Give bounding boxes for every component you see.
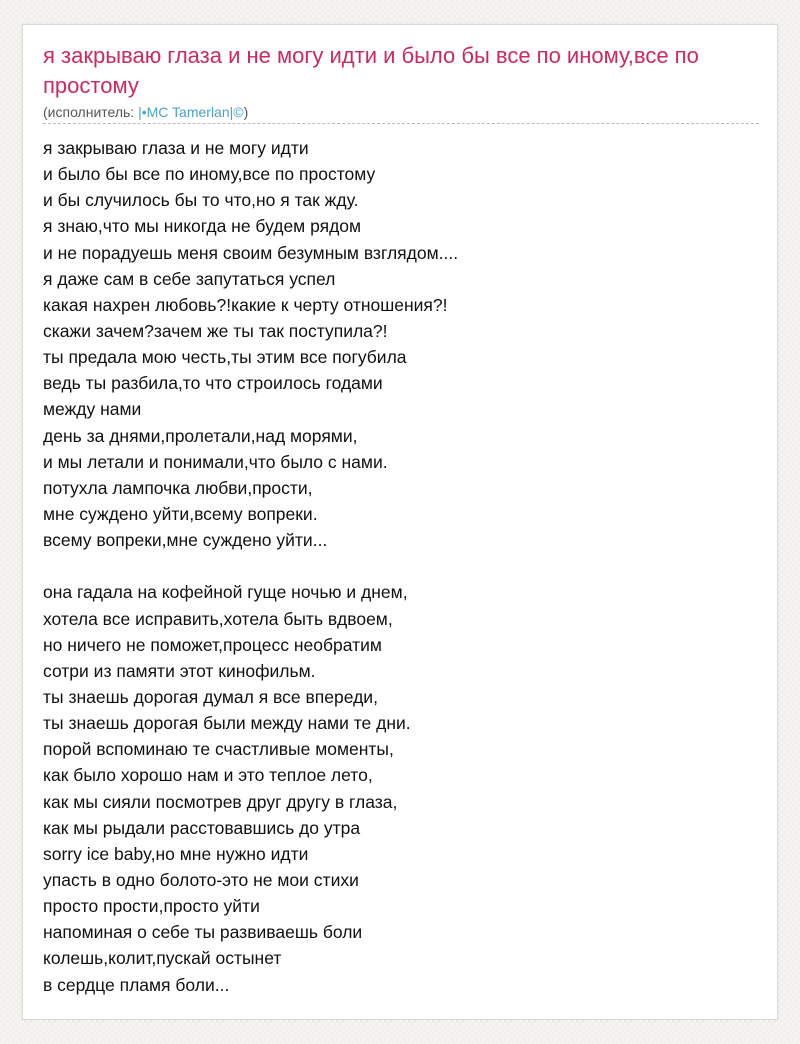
- lyric-line: ведь ты разбила,то что строилось годами: [43, 373, 383, 394]
- song-title: я закрываю глаза и не могу идти и было бы все по иному,все по простому: [43, 43, 699, 98]
- lyric-line: я закрываю глаза и не могу идти: [43, 138, 309, 158]
- artist-prefix: (исполнитель:: [43, 104, 139, 120]
- lyric-line: ты предала мою честь,ты этим все погубила: [43, 347, 407, 368]
- artist-line: [43, 103, 759, 124]
- lyric-line: колешь,колит,пускай остынет: [43, 948, 282, 969]
- lyric-line: ты знаешь дорогая были между нами те дни.: [43, 713, 411, 734]
- lyric-blank-line: [43, 553, 759, 579]
- lyrics-text: [43, 135, 759, 998]
- lyric-line: и было бы все по иному,все по простому: [43, 164, 376, 185]
- lyric-line: напоминая о себе ты развиваешь боли: [43, 922, 363, 943]
- artist-link[interactable]: |•MC Tamerlan|©: [138, 104, 244, 120]
- lyrics-card: [22, 24, 778, 1020]
- lyric-line: всему вопреки,мне суждено уйти...: [43, 530, 328, 551]
- lyric-line: между нами: [43, 399, 142, 420]
- lyric-line: потухла лампочка любви,прости,: [43, 477, 313, 498]
- lyric-line: ты знаешь дорогая думал я все впереди,: [43, 686, 378, 707]
- lyric-line: и бы случилось бы то что,но я так жду.: [43, 190, 359, 211]
- lyric-line: она гадала на кофейной гуще ночью и днем,: [43, 582, 408, 603]
- lyric-line: sorry ice baby,но мне нужно идти: [43, 843, 309, 864]
- lyric-line: я даже сам в себе запутаться успел: [43, 268, 336, 289]
- lyric-line: и не порадуешь меня своим безумным взглядом....: [43, 242, 459, 263]
- lyric-line: упасть в одно болото-это не мои стихи: [43, 869, 359, 890]
- lyric-line: какая нахрен любовь?!какие к черту отношения?!: [43, 294, 448, 315]
- lyric-line: просто прости,просто уйти: [43, 896, 260, 917]
- lyric-line: как мы рыдали расстовавшись до утра: [43, 817, 361, 838]
- lyric-line: порой вспоминаю те счастливые моменты,: [43, 739, 394, 760]
- artist-suffix: ): [243, 104, 249, 120]
- lyric-line: скажи зачем?зачем же ты так поступила?!: [43, 320, 388, 341]
- lyric-line: как мы сияли посмотрев друг другу в глаза,: [43, 791, 398, 812]
- lyric-line: в сердце пламя боли...: [43, 974, 230, 995]
- lyric-line: мне суждено уйти,всему вопреки.: [43, 503, 318, 524]
- lyric-line: я знаю,что мы никогда не будем рядом: [43, 216, 362, 237]
- lyric-line: сотри из памяти этот кинофильм.: [43, 660, 316, 681]
- lyric-line: день за днями,пролетали,над морями,: [43, 425, 358, 446]
- lyric-line: но ничего не поможет,процесс необратим: [43, 634, 382, 655]
- lyric-line: как было хорошо нам и это теплое лето,: [43, 765, 373, 786]
- lyric-line: и мы летали и понимали,что было с нами.: [43, 451, 388, 472]
- lyric-line: хотела все исправить,хотела быть вдвоем,: [43, 608, 393, 629]
